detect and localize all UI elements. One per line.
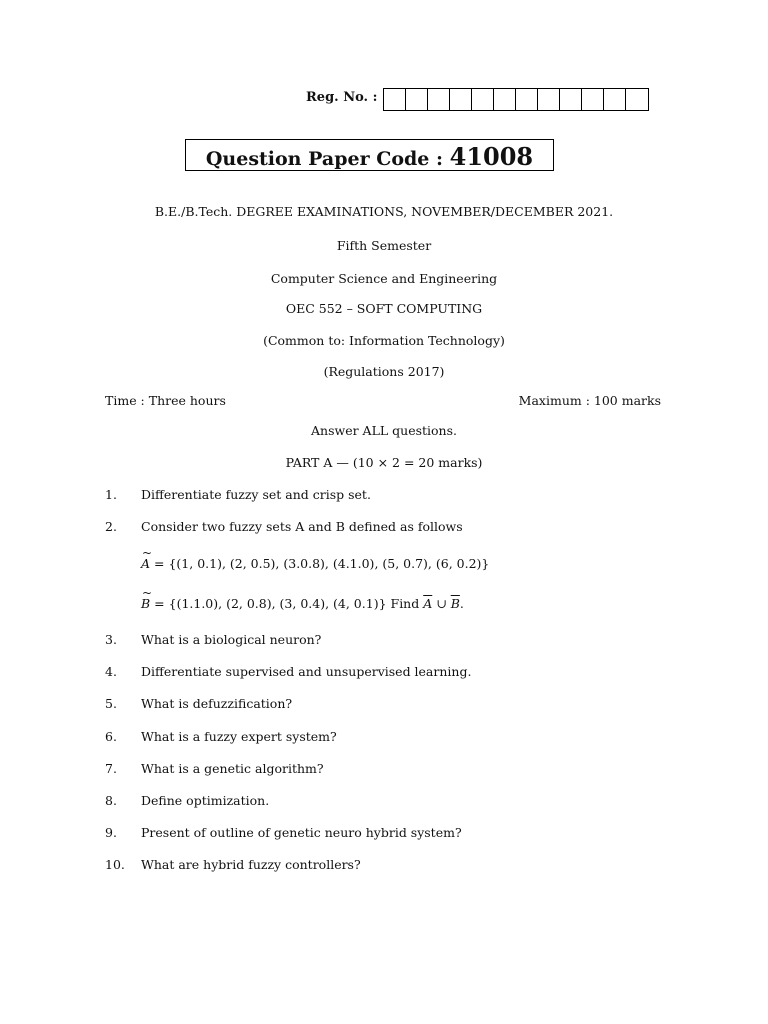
question-text: Differentiate fuzzy set and crisp set. xyxy=(141,487,371,502)
union-end: . xyxy=(459,596,464,611)
part-heading: PART A — (10 × 2 = 20 marks) xyxy=(285,455,483,470)
reg-no-digit-box xyxy=(604,89,626,110)
question-number: 4. xyxy=(105,664,117,679)
reg-no-digit-box xyxy=(384,89,406,110)
reg-no-digit-box xyxy=(406,89,428,110)
union-b: $\overline{B}$ xyxy=(450,596,460,611)
fuzzy-set-a xyxy=(141,556,489,571)
set-b-symbol: ~ B xyxy=(141,596,150,611)
instruction: Answer ALL questions. xyxy=(311,423,457,438)
question-number: 2. xyxy=(105,519,117,534)
question-number: 10. xyxy=(105,857,125,872)
reg-no-digit-box xyxy=(472,89,494,110)
question-text: What is a biological neuron? xyxy=(141,632,322,647)
question-text: What is defuzzification? xyxy=(141,696,293,711)
question-text: What is a fuzzy expert system? xyxy=(141,729,337,744)
subject: OEC 552 – SOFT COMPUTING xyxy=(285,301,483,316)
reg-no-boxes xyxy=(383,88,649,111)
question-number: 5. xyxy=(105,696,117,711)
reg-no-digit-box xyxy=(538,89,560,110)
find-label: Find xyxy=(390,596,420,611)
exam-title: B.E./B.Tech. DEGREE EXAMINATIONS, NOVEMBER/DECEMBER 2021. xyxy=(154,204,614,219)
question-text: Consider two fuzzy sets A and B defined as follows xyxy=(141,519,463,534)
reg-no-digit-box xyxy=(582,89,604,110)
reg-no-digit-box xyxy=(560,89,582,110)
reg-no-digit-box xyxy=(428,89,450,110)
question-paper-code xyxy=(185,142,554,171)
union-operator: ∪ xyxy=(432,596,451,611)
semester: Fifth Semester xyxy=(336,238,432,253)
set-b-elements: = {(1.1.0), (2, 0.8), (3, 0.4), (4, 0.1)} xyxy=(154,596,387,611)
question-text: Present of outline of genetic neuro hybrid system? xyxy=(141,825,462,840)
question-number: 1. xyxy=(105,487,117,502)
question-number: 9. xyxy=(105,825,117,840)
question-text: Differentiate supervised and unsupervised learning. xyxy=(141,664,472,679)
reg-no-digit-box xyxy=(494,89,516,110)
question-text: What is a genetic algorithm? xyxy=(141,761,324,776)
question-text: Define optimization. xyxy=(141,793,270,808)
question-text: What are hybrid fuzzy controllers? xyxy=(141,857,361,872)
question-paper-code-number: 41008 xyxy=(449,142,534,171)
reg-no-digit-box xyxy=(450,89,472,110)
regulations: (Regulations 2017) xyxy=(323,364,445,379)
common-to: (Common to: Information Technology) xyxy=(263,333,505,348)
question-number: 3. xyxy=(105,632,117,647)
question-number: 6. xyxy=(105,729,117,744)
set-a-symbol: ~ A xyxy=(141,556,150,571)
question-paper-code-label: Question Paper Code : xyxy=(205,148,443,170)
question-number: 7. xyxy=(105,761,117,776)
reg-no-digit-box xyxy=(626,89,648,110)
question-number: 8. xyxy=(105,793,117,808)
union-a: $\overline{A}$ xyxy=(423,596,433,611)
set-a-elements: = {(1, 0.1), (2, 0.5), (3.0.8), (4.1.0), (5, 0.7), (6, 0.2)} xyxy=(154,556,490,571)
fuzzy-set-b xyxy=(141,596,464,611)
department: Computer Science and Engineering xyxy=(270,271,498,286)
maximum-marks: Maximum : 100 marks xyxy=(518,393,661,408)
time-allowed: Time : Three hours xyxy=(105,393,226,408)
reg-no-label: Reg. No. : xyxy=(306,90,378,105)
reg-no-digit-box xyxy=(516,89,538,110)
